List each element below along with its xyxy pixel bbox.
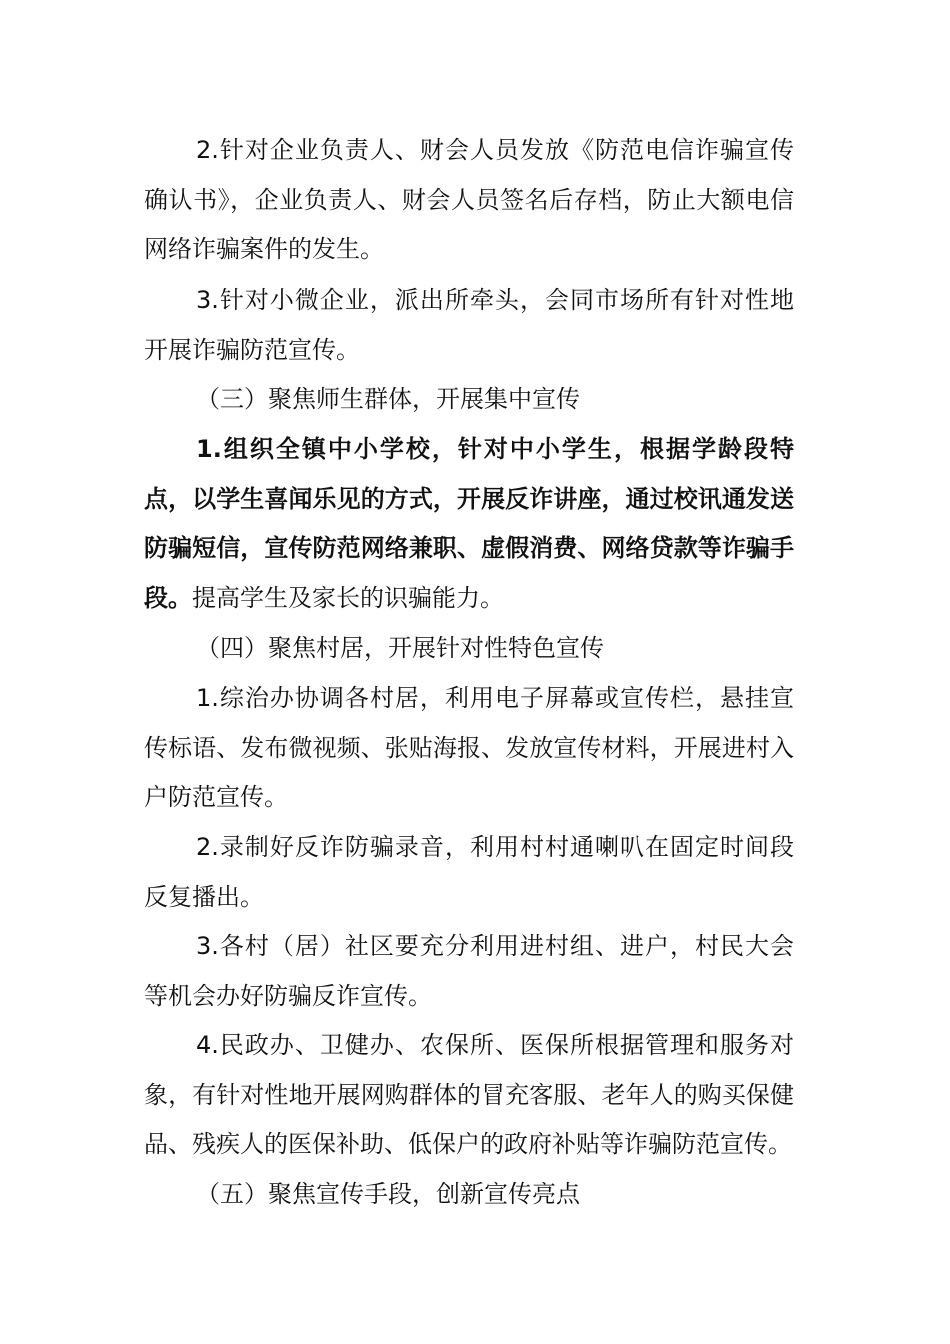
paragraph-confirmation-letter: 2.针对企业负责人、财会人员发放《防范电信诈骗宣传确认书》，企业负责人、财会人员签名后存档，防止大额电信网络诈骗案件的发生。 (144, 136, 794, 263)
paragraph-schools (144, 425, 794, 623)
section-heading-3: （三）聚焦师生群体，开展集中宣传 (196, 385, 580, 413)
paragraph-village-meetings: 3.各村（居）社区要充分利用进村组、进户，村民大会等机会办好防骗反诈宣传。 (144, 932, 794, 1010)
paragraph-schools-bold: 1.组织全镇中小学校，针对中小学生，根据学龄段特点，以学生喜闻乐见的方式，开展反诈讲座，通过校讯通发送防骗短信，宣传防范网络兼职、虚假消费、网络贷款等诈骗手段。 (144, 435, 794, 612)
paragraph-recordings: 2.录制好反诈防骗录音，利用村村通喇叭在固定时间段反复播出。 (144, 833, 794, 911)
section-heading-5: （五）聚焦宣传手段，创新宣传亮点 (196, 1180, 580, 1208)
paragraph-village-screens: 1.综治办协调各村居，利用电子屏幕或宣传栏，悬挂宣传标语、发布微视频、张贴海报、发放宣传材料，开展进村入户防范宣传。 (144, 684, 794, 811)
paragraph-small-enterprises: 3.针对小微企业，派出所牵头，会同市场所有针对性地开展诈骗防范宣传。 (144, 286, 794, 364)
section-heading-4: （四）聚焦村居，开展针对性特色宣传 (196, 634, 604, 662)
paragraph-schools-normal: 提高学生及家长的识骗能力。 (192, 583, 504, 612)
paragraph-civil-affairs: 4.民政办、卫健办、农保所、医保所根据管理和服务对象，有针对性地开展网购群体的冒充客服、老年人的购买保健品、残疾人的医保补助、低保户的政府补贴等诈骗防范宣传。 (144, 1031, 794, 1158)
